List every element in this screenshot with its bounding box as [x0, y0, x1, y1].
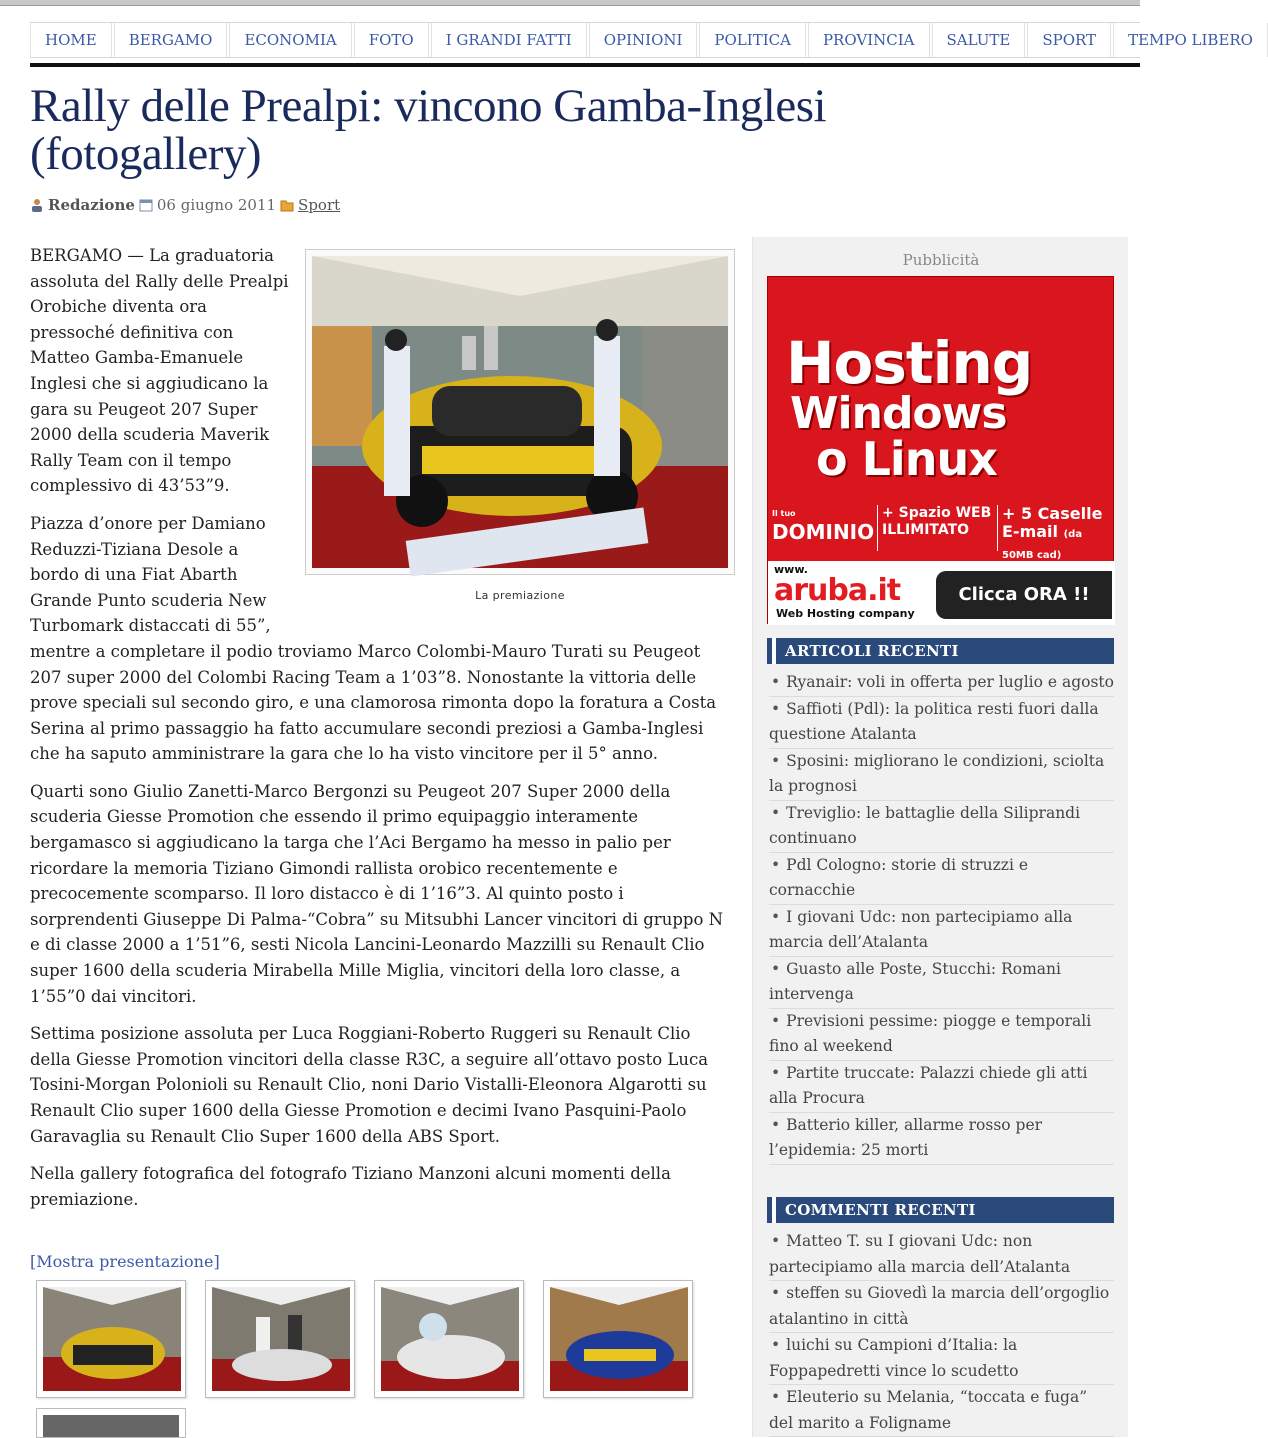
- article-paragraph: Settima posizione assoluta per Luca Roggiani-Roberto Ruggeri su Renault Clio della Giesse Promotion vincitori della classe R3C, a seguire all’ottavo posto Luca Tosini-Morgan Polonioli su Renault Clio, noni Dario Vistalli-Eleonora Algarotti su Renault Clio super 1600 della Giesse Promotion e decimi Ivano Pasquini-Paolo Garavaglia su Renault Clio Super 1600 della ABS Sport.: [30, 1024, 709, 1146]
- show-slideshow-link[interactable]: [Mostra presentazione]: [30, 1252, 220, 1271]
- nav-politica[interactable]: POLITICA: [699, 23, 806, 57]
- article-meta: [30, 196, 340, 214]
- nav-sport[interactable]: SPORT: [1027, 23, 1111, 57]
- nav-home[interactable]: HOME: [30, 23, 112, 57]
- recent-article-item[interactable]: • Previsioni pessime: piogge e temporali fino al weekend: [769, 1009, 1114, 1061]
- folder-icon: [280, 198, 294, 212]
- recent-article-item[interactable]: • Partite truccate: Palazzi chiede gli atti alla Procura: [769, 1061, 1114, 1113]
- gallery-thumbnail[interactable]: [36, 1408, 186, 1438]
- ad-headline: Hosting: [786, 329, 1033, 397]
- recent-comment-item[interactable]: • Matteo T. su I giovani Udc: non partecipiamo alla marcia dell’Atalanta: [769, 1229, 1114, 1281]
- recent-comments-heading: COMMENTI RECENTI: [767, 1197, 1114, 1223]
- recent-comment-item[interactable]: • Eleuterio su Melania, “toccata e fuga” del marito a Foligname: [769, 1385, 1114, 1437]
- recent-article-item[interactable]: • Sposini: migliorano le condizioni, sciolta la prognosi: [769, 749, 1114, 801]
- recent-article-item[interactable]: • I giovani Udc: non partecipiamo alla marcia dell’Atalanta: [769, 905, 1114, 957]
- nav-opinioni[interactable]: OPINIONI: [589, 23, 698, 57]
- article-paragraph: BERGAMO — La graduatoria assoluta del Rally delle Prealpi Orobiche diventa ora pressoché definitiva con Matteo Gamba-Emanuele Inglesi che si aggiudicano la gara su Peugeot 207 Super 2000 della scuderia Maverik Rally Team con il tempo complessivo di 43’53”9.: [30, 246, 289, 496]
- ad-label: Pubblicità: [902, 251, 980, 269]
- article-body: [30, 243, 735, 1224]
- aruba-hosting-ad[interactable]: [767, 276, 1114, 624]
- ad-headline-2: Windows: [790, 388, 1007, 439]
- aruba-logo: aruba.it: [774, 573, 901, 608]
- calendar-icon: [139, 198, 153, 212]
- header-rule: [30, 63, 1140, 67]
- gallery-thumbnail[interactable]: [543, 1280, 693, 1398]
- ad-headline-3: o Linux: [816, 432, 997, 486]
- article-paragraph: Piazza d’onore per Damiano Reduzzi-Tiziana Desole a bordo di una Fiat Abarth Grande Punto scuderia New Turbomark distaccati di 55”, mentre a completare il podio troviamo Marco Colombi-Mauro Turati su Peugeot 207 super 2000 del Colombi Racing Team a 1’03”8. Nonostante la vittoria delle prove speciali sul secondo giro, e una clamorosa rimonta dopo la foratura a Costa Serina al primo passaggio ha fatto accumulare secondi preziosi a Gamba-Inglesi che ha saputo amministrare la gara che lo ha visto vincitore per il 5° anno.: [30, 513, 717, 764]
- article-paragraph: Quarti sono Giulio Zanetti-Marco Bergonzi su Peugeot 207 Super 2000 della scuderia Giesse Promotion che essendo il primo equipaggio interamente bergamasco si aggiudicano la targa che l’Aci Bergamo ha messo in palio per ricordare la memoria Tiziano Gimondi rallista orobico recentemente e precocemente scomparso. Il loro distacco è di 1’16”3. Al quinto posto i sorprendenti Giuseppe Di Palma-“Cobra” su Mitsubhi Lancer vincitori di gruppo N e di classe 2000 a 1’51”6, sesti Nicola Lancini-Leonardo Mazzilli su Renault Clio super 1600 della scuderia Mirabella Mille Miglia, vincitori della loro classe, a 1’55”0 dai vincitori.: [30, 781, 724, 1006]
- ad-brand-sub: Web Hosting company: [776, 607, 915, 620]
- gallery-thumbnail[interactable]: [36, 1280, 186, 1398]
- article-figure: [305, 249, 735, 609]
- recent-comment-item[interactable]: • steffen su Giovedì la marcia dell’orgoglio atalantino in città: [769, 1281, 1114, 1333]
- recent-comments-list: [769, 1229, 1114, 1437]
- rally-award-photo[interactable]: [312, 256, 728, 568]
- ad-footer: [768, 561, 1115, 625]
- browser-top-border: [0, 0, 1140, 6]
- article-paragraph: Nella gallery fotografica del fotografo Tiziano Manzoni alcuni momenti della premiazione.: [30, 1164, 671, 1209]
- gallery-thumbnail[interactable]: [205, 1280, 355, 1398]
- ad-www: www.: [774, 563, 808, 576]
- author-icon: [30, 198, 44, 212]
- recent-article-item[interactable]: • Treviglio: le battaglie della Siliprandi continuano: [769, 801, 1114, 853]
- nav-economia[interactable]: ECONOMIA: [229, 23, 351, 57]
- nav-foto[interactable]: FOTO: [354, 23, 429, 57]
- nav-grandi-fatti[interactable]: I GRANDI FATTI: [431, 23, 587, 57]
- gallery-thumbnail[interactable]: [374, 1280, 524, 1398]
- article-date: 06 giugno 2011: [156, 196, 277, 214]
- recent-article-item[interactable]: • Guasto alle Poste, Stucchi: Romani intervenga: [769, 957, 1114, 1009]
- article-author[interactable]: Redazione: [48, 196, 135, 214]
- nav-salute[interactable]: SALUTE: [932, 23, 1026, 57]
- nav-provincia[interactable]: PROVINCIA: [808, 23, 930, 57]
- nav-bergamo[interactable]: BERGAMO: [114, 23, 228, 57]
- sidebar: [752, 237, 1128, 1437]
- recent-articles-list: [769, 670, 1114, 1165]
- nav-tempo-libero[interactable]: TEMPO LIBERO: [1113, 23, 1268, 57]
- recent-articles-heading: ARTICOLI RECENTI: [767, 638, 1114, 664]
- photo-caption: La premiazione: [475, 589, 565, 602]
- recent-article-item[interactable]: • Pdl Cologno: storie di struzzi e cornacchie: [769, 853, 1114, 905]
- article-title: Rally delle Prealpi: vincono Gamba-Inglesi (fotogallery): [30, 80, 827, 180]
- ad-cta-button[interactable]: Clicca ORA !!: [936, 571, 1112, 619]
- recent-article-item[interactable]: • Batterio killer, allarme rosso per l’epidemia: 25 morti: [769, 1113, 1114, 1165]
- article-category-link[interactable]: Sport: [298, 196, 341, 214]
- gallery-thumbnails: [36, 1280, 693, 1398]
- recent-article-item[interactable]: • Saffioti (Pdl): la politica resti fuori dalla questione Atalanta: [769, 697, 1114, 749]
- recent-comment-item[interactable]: • luichi su Campioni d’Italia: la Foppapedretti vince lo scudetto: [769, 1333, 1114, 1385]
- main-nav: [30, 22, 1253, 58]
- recent-article-item[interactable]: • Ryanair: voli in offerta per luglio e agosto: [769, 670, 1114, 697]
- ad-offer-strip: Il tuo DOMINIO + Spazio WEB ILLIMITATO + 5 Caselle E-mail (da 50MB cad): [768, 505, 1115, 551]
